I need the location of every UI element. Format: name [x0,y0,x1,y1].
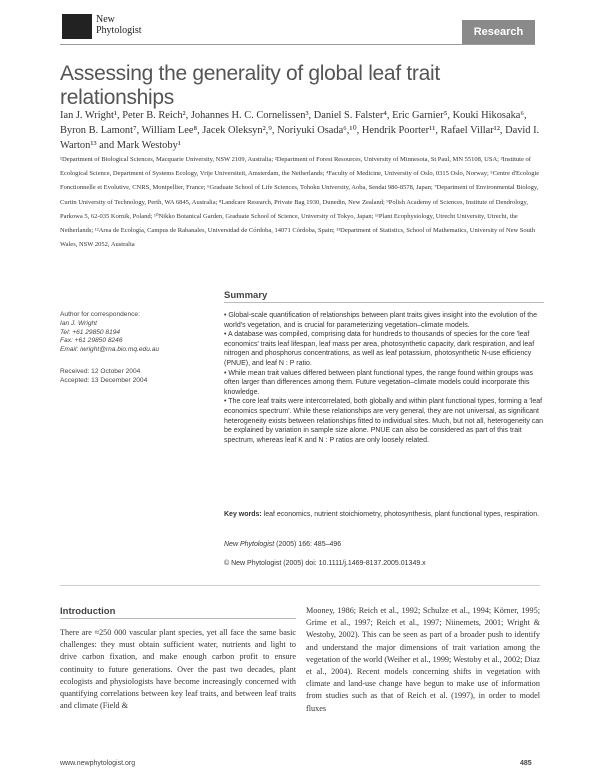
summary-bullet: • A database was compiled, comprising data for hundreds to thousands of species for the core 'leaf economics' traits leaf lifespan, leaf mass per area, photosynthetic capacity, dark respiration, and leaf nitrogen and phosphorus concentrations, as well as leaf potassium, photosynthetic N-use efficiency (PNUE), and leaf N : P ratio. [224,331,535,367]
section-badge: Research [462,20,535,44]
dates-block [60,368,210,386]
correspondence-tel: Tel: +61 29850 8194 [60,328,121,336]
correspondence-block [60,311,210,355]
section-divider [60,585,540,586]
citation-details: (2005) 166: 485–496 [276,541,342,548]
header-rule [60,44,535,45]
author-list: Ian J. Wright¹, Peter B. Reich², Johannes H. C. Cornelissen³, Daniel S. Falster⁴, Eric Garnier⁵, Kouki Hikosaka⁶, Byron B. Lamont⁷, William Lee⁸, Jacek Oleksyn²,⁹, Noriyuki Osada⁶,¹⁰, Hendrik Poorter¹¹, Rafael Villar¹², David I. Warton¹³ and Mark Westoby¹ [60,110,540,151]
summary-rule [224,302,544,303]
doi-line[interactable]: © New Phytologist (2005) doi: 10.1111/j.1469-8137.2005.01349.x [224,560,426,567]
correspondence-heading: Author for correspondence: [60,311,140,318]
summary-bullet: • The core leaf traits were intercorrelated, both globally and within plant functional types, forming a 'leaf economics spectrum'. While these relationships are very general, they are not universal, as significant heterogeneity exists between relationships fitted to individual sites. Much, but not all, heterogeneity can be explained by variation in sample size alone. PNUE can also be considered as part of this trait spectrum, whereas leaf K and N : P ratios are only loosely related. [224,398,544,444]
intro-rule [60,618,296,619]
keywords [224,510,544,520]
intro-column-2: Mooney, 1986; Reich et al., 1992; Schulze et al., 1994; Körner, 1995; Grime et al., 1997; Reich et al., 1997; Niinemets, 2001; Wright & Westoby, 2002). This can be seen as part of a broader push to identify and understand the major dimensions of trait variation among the vegetation of the world (Weiher et al., 1999; Westoby et al., 2002; Diaz et al., 2004). Recent models concerning shifts in vegetation with climate and land-use change have begun to make use of information from studies such as that of Reich et al. (1997), in order to model fluxes [306,606,540,713]
page-number: 485 [520,760,532,767]
introduction-heading: Introduction [60,606,116,617]
summary-bullet: • While mean trait values differed between plant functional types, the range found within groups was often larger than differences among them. Future vegetation–climate models could incorporate this knowledge. [224,369,533,396]
citation-journal: New Phytologist [224,541,275,548]
journal-logo [96,14,142,36]
correspondence-email[interactable]: Email: iwright@rna.bio.mq.edu.au [60,346,160,354]
received-date: Received: 12 October 2004 [60,368,141,375]
summary-body [224,311,544,445]
keywords-text: leaf economics, nutrient stoichiometry, photosynthesis, plant functional types, respiration. [263,511,540,518]
logo-line-2: Phytologist [96,25,142,36]
footer-url[interactable]: www.newphytologist.org [60,760,136,767]
logo-line-1: New [96,14,115,25]
affiliations: ¹Department of Biological Sciences, Macquarie University, NSW 2109, Australia; ²Department of Forest Resources, University of Minnesota, St Paul, MN 55108, USA; ³Institute of Ecological Science, Department of Systems Ecology, Vrije Universiteit, Amsterdam, the Netherlands; ⁴Faculty of Medicine, University of Oslo, 0315 Oslo, Norway; ⁵Centre d'Ecologie Fonctionnelle et Evolutive, CNRS, Montpellier, France; ⁶Graduate School of Life Sciences, Tohoku University, Aoba, Sendai 980-8578, Japan; ⁷Department of Environmental Biology, Curtin University of Technology, Perth, WA 6845, Australia; ⁸Landcare Research, Private Bag 1930, Dunedin, New Zealand; ⁹Polish Academy of Sciences, Institute of Dendrology, Parkowa 5, 62-035 Kornik, Poland; ¹⁰Nikko Botanical Garden, Graduate School of Science, University of Tokyo, Japan; ¹¹Plant Ecophysiology, Utrecht University, Utrecht, the Netherlands; ¹²Area de Ecología, Campus de Rabanales, Universidad de Córdoba, 14071 Córdoba, Spain; ¹³Department of Statistics, School of Mathematics, University of New South Wales, NSW 2052, Australia [60,156,540,249]
keywords-label: Key words: [224,511,262,518]
intro-column-1: There are ≈250 000 vascular plant species, yet all face the same basic challenges: they must obtain sufficient water, nutrients and light to drive carbon fixation, and make enough carbon profit to ensure continuity to future generations. Over the past two decades, plant ecologists and physiologists have become increasingly concerned with quantifying correlations between key leaf traits, and between leaf traits and climate (Field & [60,628,296,711]
accepted-date: Accepted: 13 December 2004 [60,376,148,384]
summary-heading: Summary [224,290,268,301]
correspondence-name: Ian J. Wright [60,319,98,327]
correspondence-fax: Fax: +61 29850 8246 [60,337,123,345]
journal-logo-mark [62,14,92,39]
summary-bullet: • Global-scale quantification of relationships between plant traits gives insight into the evolution of the world's vegetation, and is crucial for parameterizing vegetation–climate models. [224,312,537,329]
citation [224,541,544,548]
article-title: Assessing the generality of global leaf trait relationships [60,62,440,109]
